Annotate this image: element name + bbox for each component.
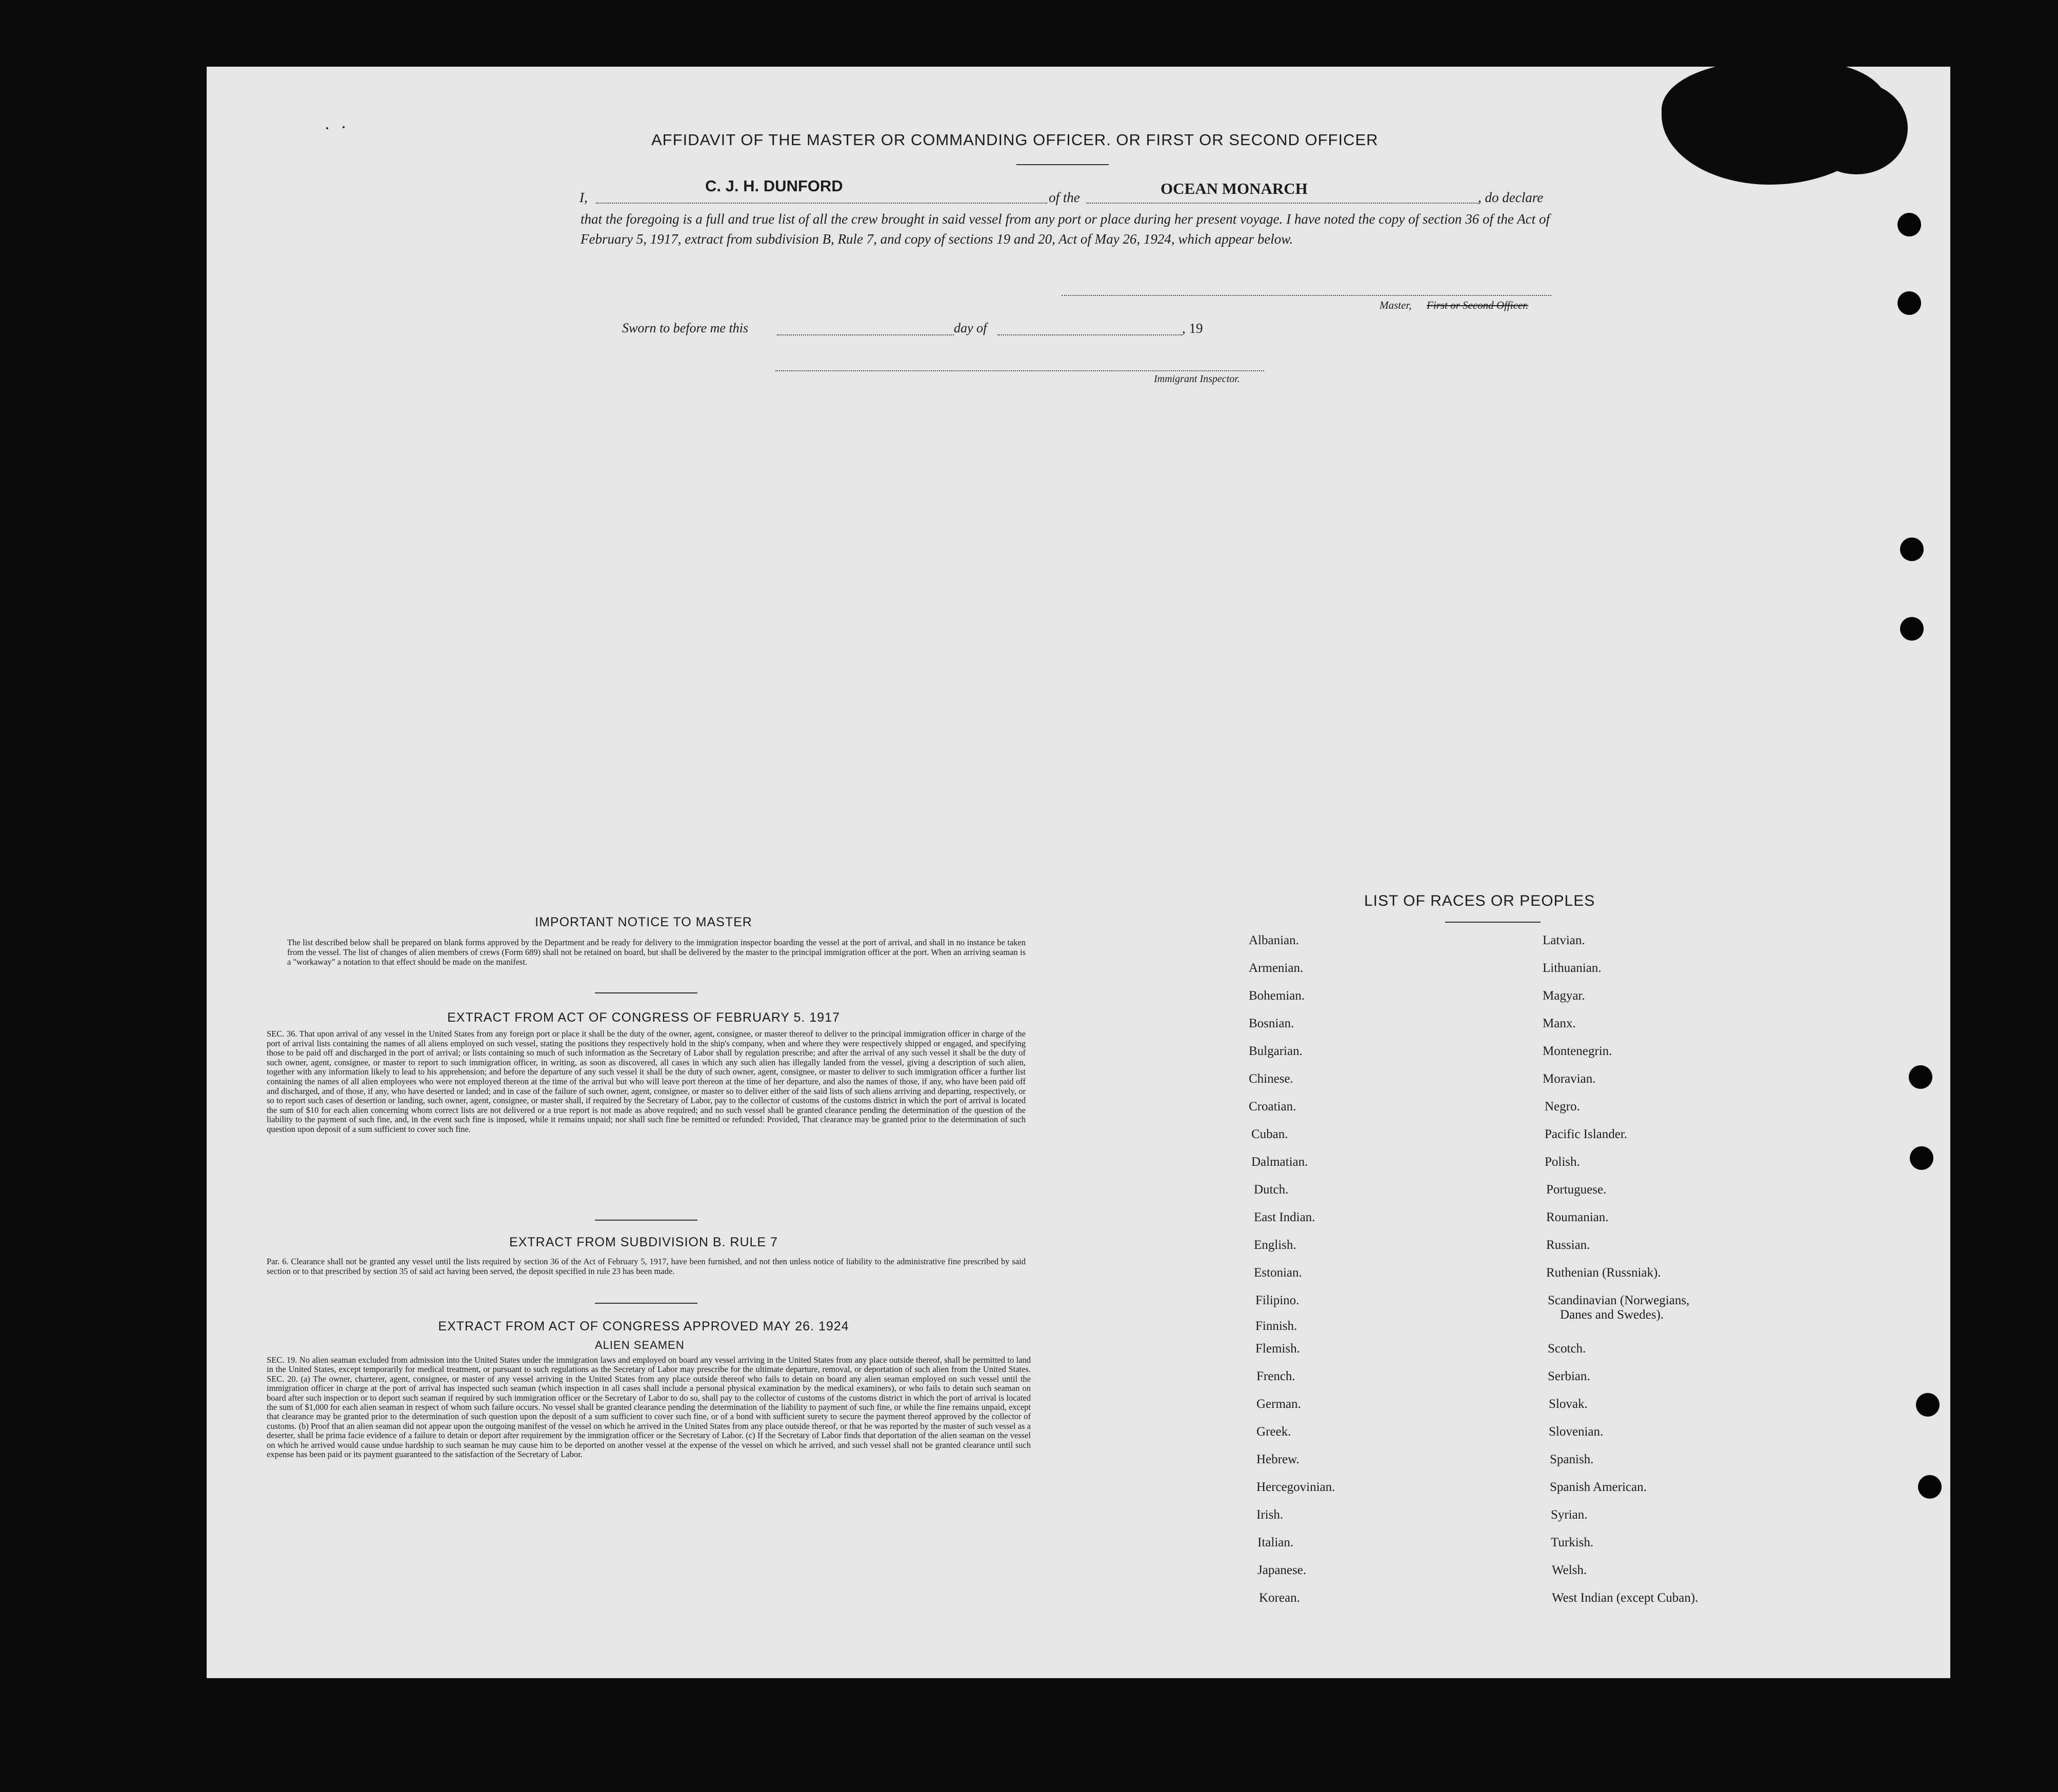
race-item: Hebrew. (1256, 1452, 1300, 1466)
race-item: Filipino. (1255, 1293, 1300, 1307)
race-item: Moravian. (1543, 1072, 1596, 1086)
race-item: Syrian. (1551, 1508, 1588, 1522)
race-item: Armenian. (1249, 961, 1304, 975)
struck-officer-label: First or Second Officer. (1427, 299, 1529, 311)
rule7-text: Par. 6. Clearance shall not be granted any vessel until the lists required by section 36 of the Act of February 5, 1917, have been furnished, and not then unless notice of liability to the administrative fine prescribed by said section or to that prescribed by section 35 of said act having been served, the deposit specified in rule 23 has been made. (267, 1257, 1026, 1276)
race-item: Italian. (1257, 1536, 1294, 1549)
races-underline (1445, 922, 1541, 923)
master-signature-line (1062, 295, 1551, 296)
binder-hole (1918, 1475, 1942, 1499)
race-item: Roumanian. (1546, 1210, 1609, 1224)
inspector-signature-line (775, 370, 1264, 371)
race-item: Welsh. (1552, 1563, 1587, 1577)
race-item: Manx. (1543, 1017, 1576, 1030)
race-item: West Indian (except Cuban). (1552, 1591, 1699, 1605)
race-item: Irish. (1256, 1508, 1284, 1522)
day-of-label: day of (954, 321, 987, 335)
notice-heading: IMPORTANT NOTICE TO MASTER (535, 915, 752, 929)
binder-hole (1909, 1065, 1932, 1089)
race-item: German. (1256, 1397, 1301, 1411)
master-name: C. J. H. DUNFORD (705, 177, 843, 195)
race-item: Dalmatian. (1251, 1155, 1308, 1169)
sworn-day-line (777, 334, 954, 335)
of-the-label: of the (1049, 190, 1080, 205)
race-item: Greek. (1256, 1425, 1291, 1439)
race-item: Japanese. (1257, 1563, 1307, 1577)
scan-speck (343, 126, 345, 128)
binder-hole (1897, 213, 1921, 236)
extract-1924-text: SEC. 19. No alien seaman excluded from admission into the United States under the immigration laws and employed on board any vessel arriving in the United States from any place outside thereof, shall be permitted to land in the United States, except temporarily for medical treatment, or pursuant to such regulations as the Secretary of Labor may prescribe for the ultimate departure, removal, or deportation of such alien from the United States. SEC. 20. (a) The owner, charterer, agent, consignee, or master of any vessel arriving in the United States from any place outside thereof who fails to detain on board any alien seaman employed on such vessel until the immigration officer in charge at the port of arrival has inspected such seaman (which inspection in all cases shall include a personal physical examination by the medical examiners), or who fails to detain such seaman on board after such inspection or to deport such seaman if required by such immigration officer or the Secretary of Labor to do so, shall pay to the collector of customs of the customs district in which the port of arrival is located the sum of $1,000 for each alien seaman in respect of whom such failure occurs. No vessel shall be granted clearance pending the determination of the liability to payment of such fine, or while the fine remains unpaid, except that clearance may be granted prior to the determination of such question upon the deposit of a sum sufficient to cover such fine, or of a bond with sufficient surety to secure the payment thereof approved by the collector of customs. (b) Proof that an alien seaman did not appear upon the outgoing manifest of the vessel on which he arrived in the United States from any place outside thereof, or that he was reported by the master of such vessel as a deserter, shall be prima facie evidence of a failure to detain or deport after requirement by the immigration officer or the Secretary of Labor. (c) If the Secretary of Labor finds that deportation of the alien seaman on the vessel on which he arrived would cause undue hardship to such seaman he may cause him to be deported on another vessel at the expense of the vessel on which he arrived, and such vessel shall not be granted clearance until such expense has been paid or its payment guaranteed to the satisfaction of the Secretary of Labor. (267, 1355, 1031, 1460)
title-underline (1016, 164, 1109, 165)
rule7-heading: EXTRACT FROM SUBDIVISION B. RULE 7 (509, 1235, 778, 1249)
race-item: Slovenian. (1549, 1425, 1604, 1439)
rule7-divider (595, 1303, 697, 1304)
notice-text: The list described below shall be prepared on blank forms approved by the Department and be ready for delivery to the immigration inspector boarding the vessel at the port of arrival, and shall in no instance be taken from the vessel. The list of changes of alien members of crews (Form 689) shall not be retained on board, but shall be delivered by the master to the principal immigration officer at the port. When an arriving seaman is a "workaway" a notation to that effect should be made on the manifest. (287, 938, 1026, 967)
race-item: Croatian. (1249, 1100, 1296, 1113)
race-item: Serbian. (1548, 1369, 1590, 1383)
binder-hole (1910, 1146, 1933, 1170)
binder-hole (1916, 1393, 1940, 1417)
extract-1917-divider (595, 1220, 697, 1221)
race-item: Dutch. (1254, 1183, 1289, 1197)
extract-1924-heading: EXTRACT FROM ACT OF CONGRESS APPROVED MAY 26. 1924 (438, 1319, 849, 1333)
race-item: Slovak. (1549, 1397, 1588, 1411)
race-item: Flemish. (1255, 1342, 1300, 1356)
race-item: Spanish American. (1550, 1480, 1647, 1494)
race-item: Pacific Islander. (1545, 1127, 1628, 1141)
race-item: Lithuanian. (1543, 961, 1602, 975)
race-item: Korean. (1259, 1591, 1300, 1605)
race-item: Bohemian. (1249, 989, 1305, 1003)
race-item: Turkish. (1551, 1536, 1594, 1549)
vessel-name: OCEAN MONARCH (1161, 180, 1308, 197)
race-item: Cuban. (1251, 1127, 1288, 1141)
race-item: Danes and Swedes). (1560, 1308, 1664, 1322)
vessel-name-line (1086, 203, 1478, 204)
extract-1917-heading: EXTRACT FROM ACT OF CONGRESS OF FEBRUARY 5. 1917 (447, 1010, 840, 1025)
scan-speck (326, 127, 328, 129)
race-item: Finnish. (1255, 1319, 1297, 1333)
torn-corner-edge (1805, 82, 1908, 174)
alien-seamen-heading: ALIEN SEAMEN (595, 1339, 685, 1351)
race-item: English. (1254, 1238, 1296, 1252)
race-item: Bulgarian. (1249, 1044, 1303, 1058)
extract-1917-text: SEC. 36. That upon arrival of any vessel in the United States from any foreign port or place it shall be the duty of the owner, agent, consignee, or master thereof to deliver to the principal immigration officer in charge of the port of arrival lists containing the names of all aliens employed on such vessel, stating the positions they respectively hold in the ship's company, when and where they were respectively shipped or engaged, and specifying those to be paid off and discharged in the port of arrival; or lists containing so much of such information as the Secretary of Labor shall by regulation prescribe; and after the arrival of any such vessel it shall be the duty of such owner, agent, consignee, or master to report to such immigration officer, in writing, as soon as discovered, all cases in which any such alien has illegally landed from the vessel, giving a description of such alien, together with any information likely to lead to his apprehension; and before the departure of any such vessel it shall be the duty of such owner, agent, consignee, or master to deliver to such immigration officer a further list containing the names of all alien employees who were not employed thereon at the time of the arrival but who will leave port thereon at the time of her departure, and also the names of those, if any, who have been paid off and discharged, and of those, if any, who have deserted or landed; and in case of the failure of such owner, agent, consignee, or master so to deliver either of the said lists of such aliens arriving and departing, respectively, or so to report such cases of desertion or landing, such owner, agent, consignee, or master shall, if required by the Secretary of Labor, pay to the collector of customs of the customs district in which the port of arrival is located the sum of $10 for each alien concerning whom correct lists are not delivered or a true report is not made as above required; and no such vessel shall be granted clearance pending the determination of the question of the liability to the payment of such fine, and, in the event such fine is imposed, while it remains unpaid; nor shall such fine be remitted or refunded: Provided, That clearance may be granted prior to the determination of such question upon deposit of a sum sufficient to cover such fine. (267, 1029, 1026, 1134)
sworn-label: Sworn to before me this (622, 321, 749, 335)
race-item: Montenegrin. (1543, 1044, 1612, 1058)
race-item: Magyar. (1543, 989, 1585, 1003)
race-item: Bosnian. (1249, 1017, 1294, 1030)
binder-hole (1900, 617, 1924, 641)
race-item: Ruthenian (Russniak). (1546, 1266, 1661, 1280)
declaration-prefix: I, (580, 190, 588, 205)
race-item: Scotch. (1548, 1342, 1586, 1356)
race-item: Chinese. (1249, 1072, 1293, 1086)
race-item: Estonian. (1254, 1266, 1302, 1280)
sworn-month-line (997, 334, 1182, 335)
races-heading: LIST OF RACES OR PEOPLES (1364, 892, 1595, 909)
year-label: , 19 (1182, 321, 1203, 336)
race-item: Hercegovinian. (1256, 1480, 1335, 1494)
binder-hole (1900, 537, 1924, 561)
declaration-body: that the foregoing is a full and true list of all the crew brought in said vessel from any port or place during her present voyage. I have noted the copy of section 36 of the Act of February 5, 1917, extract from subdivision B, Rule 7, and copy of sections 19 and 20, Act of May 26, 1924, which appear below. (581, 211, 1550, 247)
affidavit-title: AFFIDAVIT OF THE MASTER OR COMMANDING OFFICER. OR FIRST OR SECOND OFFICER (651, 131, 1378, 149)
race-item: Polish. (1545, 1155, 1580, 1169)
race-item: Spanish. (1550, 1452, 1594, 1466)
race-item: Albanian. (1249, 933, 1299, 947)
race-item: Scandinavian (Norwegians, (1548, 1293, 1690, 1307)
race-item: Russian. (1546, 1238, 1590, 1252)
master-name-line (596, 203, 1047, 204)
notice-divider (595, 992, 697, 993)
binder-hole (1897, 291, 1921, 315)
race-item: Portuguese. (1546, 1183, 1607, 1197)
race-item: Negro. (1545, 1100, 1580, 1113)
inspector-label: Immigrant Inspector. (1154, 373, 1240, 385)
do-declare-label: , do declare (1478, 190, 1544, 205)
race-item: Latvian. (1543, 933, 1585, 947)
race-item: French. (1256, 1369, 1295, 1383)
race-item: East Indian. (1254, 1210, 1315, 1224)
master-label: Master, (1380, 299, 1412, 311)
